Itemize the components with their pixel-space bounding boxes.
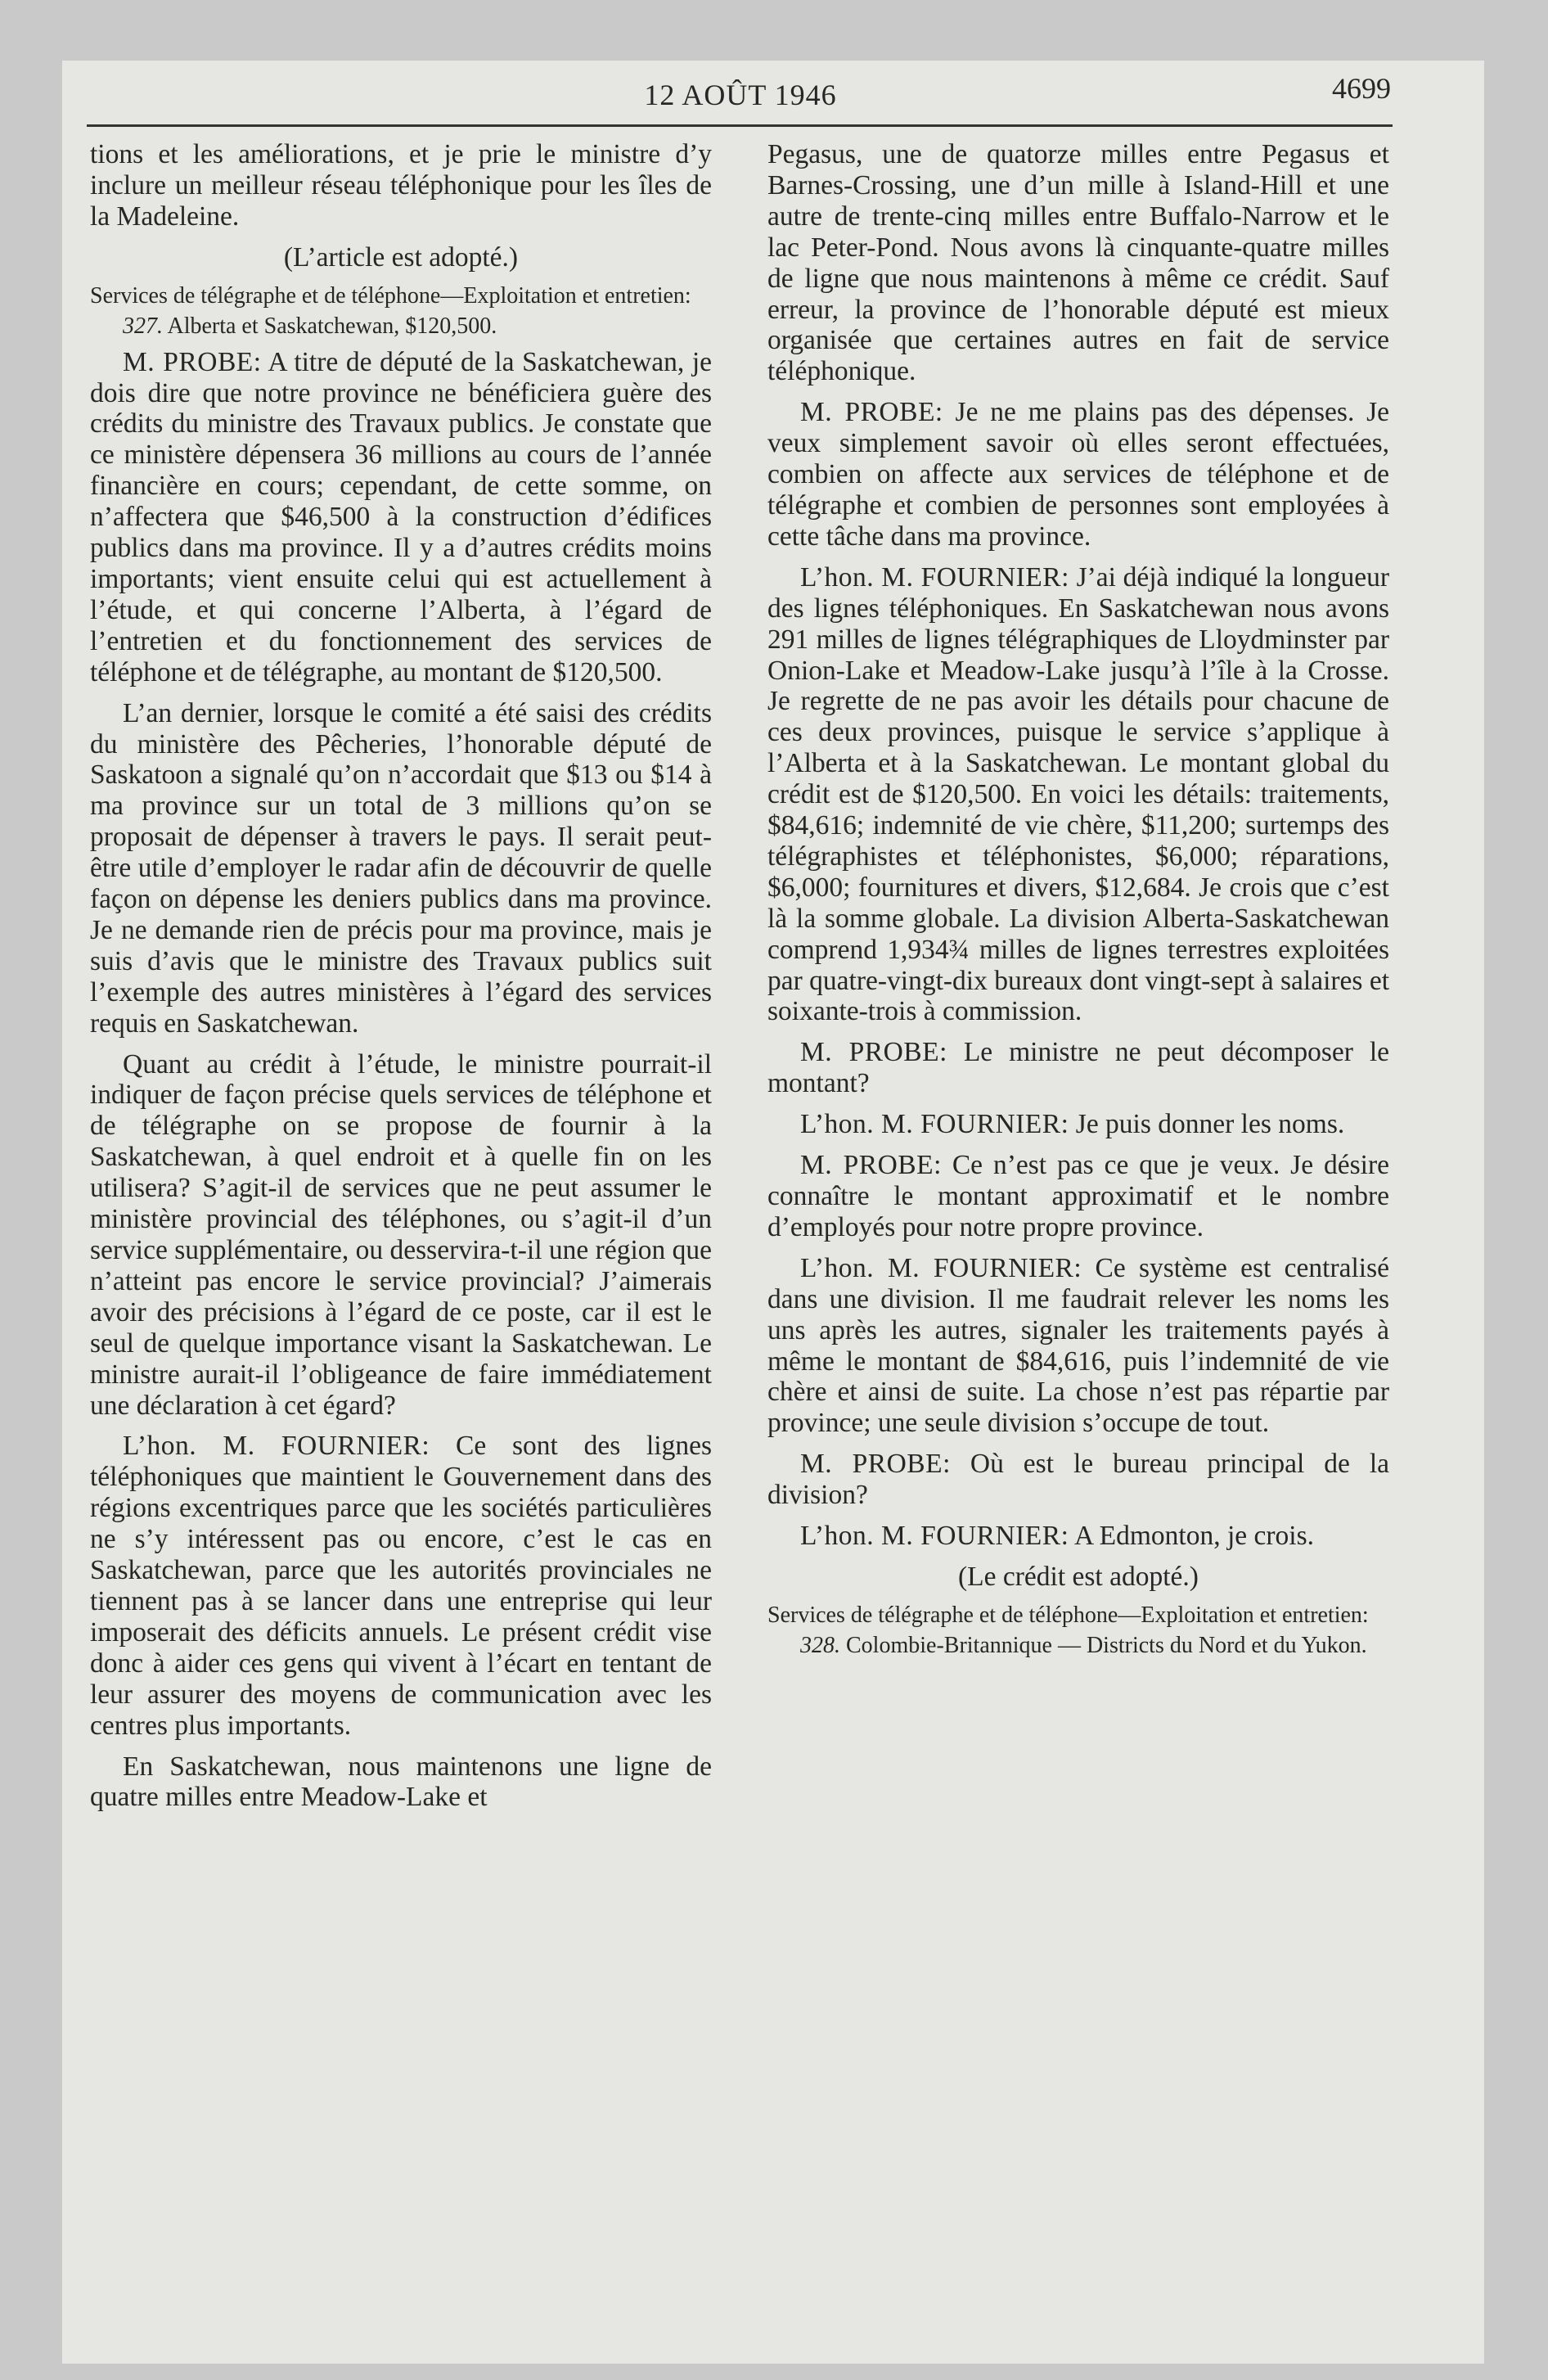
speaker-name: L’hon. M. FOURNIER: — [800, 561, 1069, 593]
page-header — [90, 72, 1391, 119]
item-number: 327. — [123, 313, 163, 339]
speaker-name: M. PROBE: — [800, 1037, 947, 1068]
header-rule — [87, 124, 1393, 127]
speaker-name: L’hon. M. FOURNIER: — [800, 1521, 1069, 1552]
item-text: Colombie-Britannique — Districts du Nord et du Yukon. — [846, 1632, 1367, 1658]
paragraph — [767, 1253, 1389, 1439]
paragraph — [90, 1431, 712, 1741]
speaker-name: M. PROBE: — [800, 1449, 951, 1480]
left-column — [90, 139, 712, 1823]
paragraph: En Saskatchewan, nous maintenons une ligne de quatre milles entre Meadow-Lake et — [90, 1751, 712, 1813]
vote-item — [767, 1633, 1389, 1658]
paragraph — [767, 562, 1389, 1028]
paragraph — [90, 347, 712, 688]
paragraph: tions et les améliorations, et je prie le ministre d’y inclure un meilleur réseau téléphonique pour les îles de la Madeleine. — [90, 139, 712, 232]
paragraph — [767, 397, 1389, 552]
paragraph — [767, 1449, 1389, 1511]
vote-note: (Le crédit est adopté.) — [958, 1561, 1199, 1592]
page-date: 12 AOÛT 1946 — [644, 79, 837, 111]
speech-text: J’ai déjà indiqué la longueur des lignes téléphoniques. En Saskatchewan nous avons 291 milles de lignes télégraphiques de Lloydminster par Onion-Lake et Meadow-Lake jusqu’à l’île à la Crosse. Je regrette de ne pas avoir les détails pour chacune de ces deux provinces, puisque le service s’applique à l’Alberta et à la Saskatchewan. Le montant global du crédit est de $120,500. En voici les détails: traitements, $84,616; indemnité de vie chère, $11,200; surtemps des télégraphistes et téléphonistes, $6,000; réparations, $6,000; fournitures et divers, $12,684. Je crois que c’est là la somme globale. La division Alberta-Saskatchewan comprend 1,934¾ milles de lignes terrestres exploitées par quatre-vingt-dix bureaux dont vingt-sept à salaires et soixante-trois à commission. — [767, 561, 1390, 1027]
speaker-name: L’hon. M. FOURNIER: — [800, 1109, 1069, 1140]
speech-text: Ce système est centralisé dans une division. Il me faudrait relever les noms les uns après les autres, signaler les traitements payés à même le montant de $84,616, puis l’indemnité de vie chère et ainsi de suite. La chose n’est pas répartie par province; une seule division s’occupe de tout. — [767, 1252, 1389, 1439]
speech-text: Je ne me plains pas des dépenses. Je veux simplement savoir où elles seront effectuées, combien on affecte aux services de téléphone et de télégraphe et combien de personnes sont employées à cette tâche dans ma province. — [767, 397, 1390, 552]
page-number: 4699 — [1332, 72, 1391, 105]
speech-text: Ce sont des lignes téléphoniques que maintient le Gouvernement dans des régions excentriques parce que les sociétés particulières ne s’y intéressent pas ou encore, c’est le cas en Saskatchewan, parce que les autorités provinciales ne tiennent pas à se lancer dans une entreprise qui leur imposerait des déficits annuels. Le présent crédit vise donc à aider ces gens qui vivent à l’écart en tentant de leur assurer des moyens de communication avec les centres plus importants. — [90, 1431, 713, 1741]
item-number: 328. — [800, 1632, 840, 1658]
speech-text: A Edmonton, je crois. — [1073, 1521, 1315, 1552]
speaker-name: L’hon. M. FOURNIER: — [800, 1252, 1082, 1283]
speech-text: Le ministre ne peut décomposer le montant? — [767, 1037, 1390, 1099]
paragraph: Pegasus, une de quatorze milles entre Pegasus et Barnes-Crossing, une d’un mille à Island-Hill et une autre de trente-cinq milles entre Buffalo-Narrow et le lac Peter-Pond. Nous avons là cinquante-quatre milles de ligne que nous maintenons à même ce crédit. Sauf erreur, la province de l’honorable député est mieux organisée que certaines autres en fait de service téléphonique. — [767, 139, 1389, 387]
speech-text: Je puis donner les noms. — [1075, 1109, 1345, 1140]
section-heading: Services de télégraphe et de téléphone—Exploitation et entretien: — [767, 1602, 1369, 1628]
paragraph: L’an dernier, lorsque le comité a été saisi des crédits du ministère des Pêcheries, l’honorable député de Saskatoon a signalé qu’on n’accordait que $13 ou $14 à ma province sur un total de 3 millions qu’on se proposait de dépenser à travers le pays. Il serait peut-être utile d’employer le radar afin de découvrir de quelle façon on dépense les deniers publics dans ma province. Je ne demande rien de précis pour ma province, mais je suis d’avis que le ministre des Travaux publics suit l’exemple des autres ministères à l’égard des services requis en Saskatchewan. — [90, 697, 712, 1039]
vote-item — [90, 313, 712, 339]
speech-text: Où est le bureau principal de la division? — [767, 1449, 1390, 1511]
item-text: Alberta et Saskatchewan, $120,500. — [167, 313, 497, 339]
right-column — [767, 139, 1389, 1666]
speaker-name: L’hon. M. FOURNIER: — [123, 1431, 430, 1462]
speaker-name: M. PROBE: — [800, 1150, 942, 1181]
speaker-name: M. PROBE: — [123, 346, 262, 377]
paragraph — [767, 1521, 1389, 1552]
paragraph — [767, 1150, 1389, 1243]
vote-note: (L’article est adopté.) — [283, 241, 519, 273]
paragraph — [767, 1109, 1389, 1140]
section-heading: Services de télégraphe et de téléphone—Exploitation et entretien: — [90, 282, 691, 309]
paragraph — [767, 1037, 1389, 1099]
speech-text: A titre de député de la Saskatchewan, je dois dire que notre province ne bénéficiera guère des crédits du ministre des Travaux publics. Je constate que ce ministère dépensera 36 millions au cours de l’année financière en cours; cependant, de cette somme, on n’affectera que $46,500 à la construction d’édifices publics dans ma province. Il y a d’autres crédits moins importants; vient ensuite celui qui est actuellement à l’étude, et qui concerne l’Alberta, à l’égard de l’entretien et du fonctionnement des services de téléphone et de télégraphe, au montant de $120,500. — [90, 346, 712, 687]
speech-text: Ce n’est pas ce que je veux. Je désire connaître le montant approximatif et le nombre d’employés pour notre propre province. — [767, 1150, 1389, 1242]
paragraph: Quant au crédit à l’étude, le ministre pourrait-il indiquer de façon précise quels services de téléphone et de télégraphe on se propose de fournir à la Saskatchewan, à quel endroit et à quelle fin on les utilisera? S’agit-il de services que ne peut assumer le ministère provincial des téléphones, ou s’agit-il d’un service supplémentaire, ou desservira-t-il une région que n’atteint pas encore le service provincial? J’aimerais avoir des précisions à l’égard de ce poste, car il est le seul de quelque importance visant la Saskatchewan. Le ministre aurait-il l’obligeance de faire immédiatement une déclaration à cet égard? — [90, 1048, 712, 1421]
speaker-name: M. PROBE: — [800, 397, 943, 428]
